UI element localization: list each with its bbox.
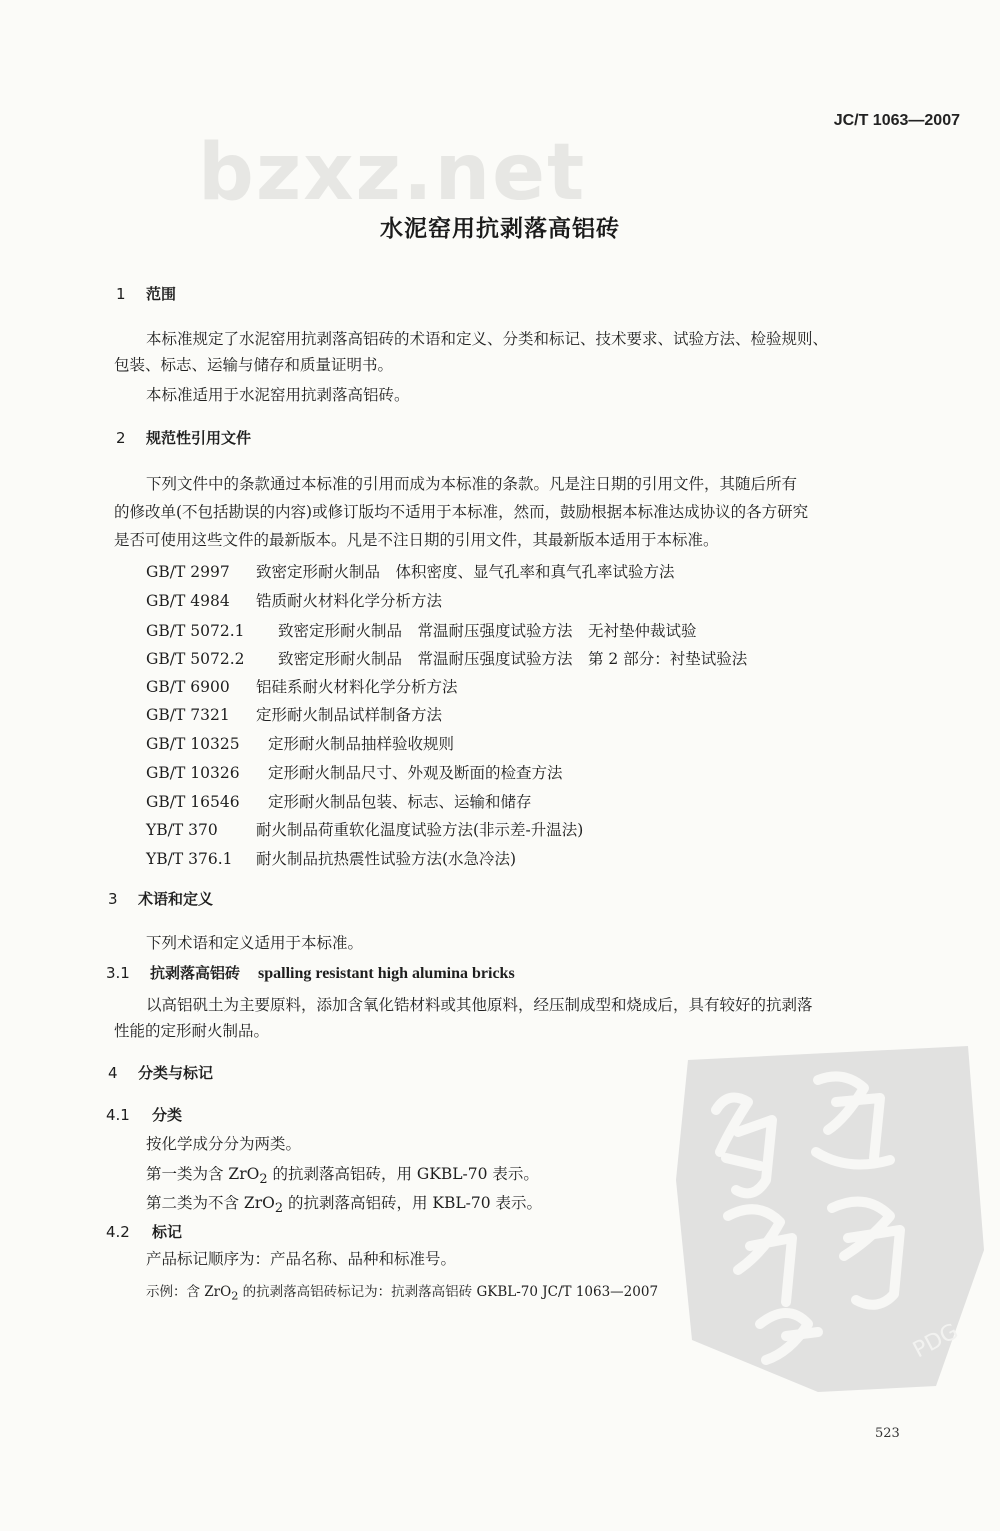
reference-code: GB/T 2997 bbox=[146, 563, 230, 581]
reference-title: 定形耐火制品尺寸、外观及断面的检查方法 bbox=[268, 764, 563, 782]
reference-code: GB/T 16546 bbox=[146, 793, 240, 811]
stamp-label: PDG bbox=[909, 1319, 963, 1364]
classification-line-3-text-a: 第二类为不含 ZrO bbox=[146, 1194, 275, 1212]
reference-item bbox=[146, 847, 516, 869]
reference-item bbox=[146, 761, 563, 783]
reference-code: GB/T 7321 bbox=[146, 706, 230, 724]
reference-item bbox=[146, 732, 454, 754]
definition-number: 3.1 bbox=[106, 964, 130, 982]
subsection-4-2-title: 标记 bbox=[152, 1223, 183, 1241]
reference-code: YB/T 370 bbox=[146, 821, 218, 839]
classification-line-1: 按化学成分分为两类。 bbox=[146, 1135, 302, 1153]
reference-item bbox=[146, 647, 747, 669]
section-1-title: 范围 bbox=[146, 285, 177, 303]
section-2-intro-line-1: 下列文件中的条款通过本标准的引用而成为本标准的条款。凡是注日期的引用文件，其随后所有 bbox=[146, 475, 798, 493]
section-3-title: 术语和定义 bbox=[138, 890, 214, 908]
reference-code: GB/T 10326 bbox=[146, 764, 240, 782]
section-4-number: 4 bbox=[108, 1064, 118, 1082]
seal-stamp-icon bbox=[668, 1040, 988, 1400]
reference-code: GB/T 10325 bbox=[146, 735, 240, 753]
definition-term-cn: 抗剥落高铝砖 bbox=[150, 964, 241, 982]
classification-line-2-text-b: 的抗剥落高铝砖，用 GKBL-70 表示。 bbox=[267, 1165, 539, 1183]
subsection-4-2-heading bbox=[106, 1221, 182, 1242]
section-2-heading bbox=[116, 427, 251, 448]
section-3-intro: 下列术语和定义适用于本标准。 bbox=[146, 934, 364, 952]
standard-code: JC/T 1063—2007 bbox=[833, 112, 960, 129]
reference-title: 锆质耐火材料化学分析方法 bbox=[256, 592, 443, 610]
definition-heading bbox=[106, 962, 515, 983]
subsection-4-1-heading bbox=[106, 1104, 182, 1125]
marking-example-text-a: 示例：含 ZrO bbox=[146, 1284, 232, 1300]
reference-title: 致密定形耐火制品 常温耐压强度试验方法 第 2 部分：衬垫试验法 bbox=[278, 650, 748, 668]
reference-code: GB/T 6900 bbox=[146, 678, 230, 696]
reference-title: 耐火制品抗热震性试验方法(水急冷法) bbox=[256, 850, 517, 868]
classification-line-3-text-b: 的抗剥落高铝砖，用 KBL-70 表示。 bbox=[283, 1194, 543, 1212]
reference-code: GB/T 5072.2 bbox=[146, 650, 245, 668]
section-1-para-2: 本标准适用于水泥窑用抗剥落高铝砖。 bbox=[146, 386, 410, 404]
subsection-4-1-number: 4.1 bbox=[106, 1106, 130, 1124]
marking-example-text-b: 的抗剥落高铝砖标记为：抗剥落高铝砖 GKBL-70 JC/T 1063—2007 bbox=[238, 1284, 659, 1300]
section-1-para-1-line-2: 包装、标志、运输与储存和质量证明书。 bbox=[114, 356, 394, 374]
reference-item bbox=[146, 675, 458, 697]
classification-line-2 bbox=[146, 1161, 539, 1193]
section-1-para-1-line-1: 本标准规定了水泥窑用抗剥落高铝砖的术语和定义、分类和标记、技术要求、试验方法、检验规则、 bbox=[146, 330, 829, 348]
section-2-intro-line-3: 是否可使用这些文件的最新版本。凡是不注日期的引用文件，其最新版本适用于本标准。 bbox=[114, 531, 719, 549]
section-3-heading bbox=[108, 888, 213, 909]
section-2-title: 规范性引用文件 bbox=[146, 429, 252, 447]
section-1-heading bbox=[116, 283, 176, 304]
definition-line-2: 性能的定形耐火制品。 bbox=[114, 1022, 270, 1040]
marking-example bbox=[146, 1280, 658, 1303]
reference-title: 定形耐火制品试样制备方法 bbox=[256, 706, 443, 724]
reference-code: GB/T 4984 bbox=[146, 592, 230, 610]
section-2-intro-line-2: 的修改单(不包括勘误的内容)或修订版均不适用于本标准，然而，鼓励根据本标准达成协议的各方研究 bbox=[114, 503, 809, 521]
marking-line-1: 产品标记顺序为：产品名称、品种和标准号。 bbox=[146, 1250, 457, 1268]
document-title: 水泥窑用抗剥落高铝砖 bbox=[380, 216, 620, 242]
reference-title: 致密定形耐火制品 常温耐压强度试验方法 无衬垫仲裁试验 bbox=[278, 622, 697, 640]
zro2-subscript: 2 bbox=[274, 1201, 284, 1217]
reference-item bbox=[146, 619, 697, 641]
reference-title: 定形耐火制品包装、标志、运输和储存 bbox=[268, 793, 532, 811]
reference-title: 致密定形耐火制品 体积密度、显气孔率和真气孔率试验方法 bbox=[256, 563, 675, 581]
reference-title: 耐火制品荷重软化温度试验方法(非示差-升温法) bbox=[256, 821, 584, 839]
reference-item bbox=[146, 790, 532, 812]
reference-item bbox=[146, 560, 675, 582]
subsection-4-1-title: 分类 bbox=[152, 1106, 183, 1124]
watermark-text: bzxz.net bbox=[198, 128, 587, 218]
section-2-number: 2 bbox=[116, 429, 126, 447]
zro2-subscript: 2 bbox=[231, 1289, 239, 1303]
section-1-number: 1 bbox=[116, 285, 126, 303]
classification-line-3 bbox=[146, 1190, 542, 1222]
definition-line-1: 以高铝矾土为主要原料，添加含氧化锆材料或其他原料，经压制成型和烧成后，具有较好的抗剥落 bbox=[146, 996, 813, 1014]
section-4-title: 分类与标记 bbox=[138, 1064, 214, 1082]
reference-title: 铝硅系耐火材料化学分析方法 bbox=[256, 678, 458, 696]
zro2-subscript: 2 bbox=[259, 1172, 268, 1188]
reference-item bbox=[146, 589, 442, 611]
reference-item bbox=[146, 703, 442, 725]
reference-title: 定形耐火制品抽样验收规则 bbox=[268, 735, 455, 753]
reference-item bbox=[146, 818, 583, 840]
classification-line-2-text-a: 第一类为含 ZrO bbox=[146, 1165, 260, 1183]
subsection-4-2-number: 4.2 bbox=[106, 1223, 130, 1241]
section-4-heading bbox=[108, 1062, 213, 1083]
definition-term-en: spalling resistant high alumina bricks bbox=[258, 965, 515, 982]
section-3-number: 3 bbox=[108, 890, 118, 908]
page-number: 523 bbox=[875, 1426, 900, 1441]
reference-code: YB/T 376.1 bbox=[146, 850, 233, 868]
reference-code: GB/T 5072.1 bbox=[146, 622, 245, 640]
